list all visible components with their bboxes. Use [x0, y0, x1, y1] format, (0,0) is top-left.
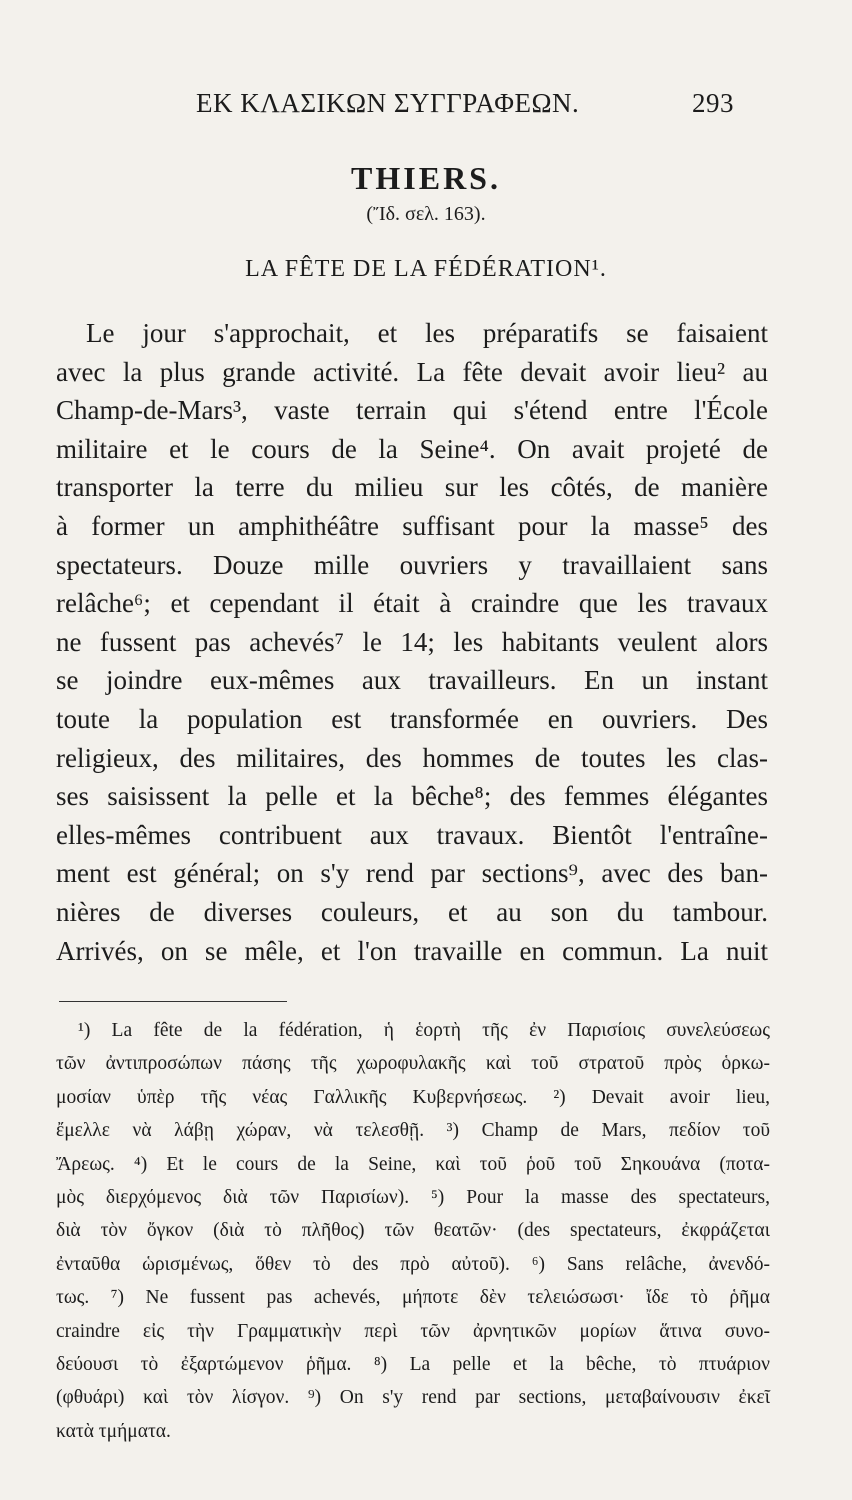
- footnote-rule: [59, 1001, 287, 1002]
- body-line: ses saisissent la pelle et la bêche⁸; des femmes élégantes: [56, 781, 768, 812]
- body-line: spectateurs. Douze mille ouvriers y travaillaient sans: [56, 549, 768, 580]
- footnote-line: craindre εἰς τὴν Γραμματικὴν περὶ τῶν ἀρνητικῶν μορίων ἅτινα συνο-: [56, 1320, 770, 1342]
- footnote-line: ἐνταῦθα ὡρισμένως, ὅθεν τὸ des πρὸ αὐτοῦ). ⁶) Sans relâche, ἀνενδό-: [56, 1253, 770, 1275]
- footnote-line: μὸς διερχόμενος διὰ τῶν Παρισίων). ⁵) Pour la masse des spectateurs,: [56, 1186, 770, 1208]
- body-line: ment est général; on s'y rend par sections⁹, avec des ban-: [56, 858, 768, 889]
- footnote-line: ἔμελλε νὰ λάβῃ χώραν, νὰ τελεσθῇ. ³) Champ de Mars, πεδίον τοῦ: [56, 1120, 770, 1142]
- footnote-line: (φθυάρι) καὶ τὸν λίσγον. ⁹) On s'y rend par sections, μεταβαίνουσιν ἐκεῖ: [56, 1387, 770, 1409]
- footnote-line: τῶν ἀντιπροσώπων πάσης τῆς χωροφυλακῆς καὶ τοῦ στρατοῦ πρὸς ὁρκω-: [56, 1053, 770, 1075]
- author-heading: THIERS.: [351, 160, 501, 196]
- body-line: Le jour s'approchait, et les préparatifs se faisaient: [86, 318, 768, 348]
- body-line: militaire et le cours de la Seine⁴. On avait projeté de: [56, 433, 768, 464]
- footnote-line: διὰ τὸν ὄγκον (διὰ τὸ πλῆθος) τῶν θεατῶν· (des spectateurs, ἐκφράζεται: [56, 1220, 770, 1242]
- body-text: [56, 314, 768, 970]
- body-line: elles-mêmes contribuent aux travaux. Bientôt l'entraîne-: [56, 819, 768, 850]
- reference-note: (Ἴδ. σελ. 163).: [366, 203, 486, 225]
- body-line: Arrivés, on se mêle, et l'on travaille en commun. La nuit: [56, 935, 768, 966]
- piece-title: LA FÊTE DE LA FÉDÉRATION¹.: [245, 256, 607, 282]
- page-number: 293: [692, 88, 734, 118]
- running-head-title: ΕΚ ΚΛΑΣΙΚΩΝ ΣΥΓΓΡΑΦΕΩΝ.: [196, 88, 580, 118]
- body-line: toute la population est transformée en ouvriers. Des: [56, 703, 768, 734]
- body-line: se joindre eux-mêmes aux travailleurs. En un instant: [56, 665, 768, 696]
- body-line: nières de diverses couleurs, et au son du tambour.: [56, 896, 768, 927]
- footnote-line: Ἄρεως. ⁴) Et le cours de la Seine, καὶ τοῦ ῥοῦ τοῦ Σηκουάνα (ποτα-: [56, 1153, 770, 1175]
- footnote-line: δεύουσι τὸ ἐξαρτώμενον ῥῆμα. ⁸) La pelle et la bêche, τὸ πτυάριον: [56, 1353, 770, 1375]
- footnotes: [56, 1014, 770, 1448]
- footnote-line: ¹) La fête de la fédération, ἡ ἑορτὴ τῆς ἐν Παρισίοις συνελεύσεως: [78, 1020, 770, 1041]
- footnote-line: κατὰ τμήματα.: [56, 1420, 171, 1442]
- body-line: relâche⁶; et cependant il était à craindre que les travaux: [56, 588, 768, 619]
- body-line: religieux, des militaires, des hommes de toutes les clas-: [56, 742, 768, 773]
- body-line: Champ-de-Mars³, vaste terrain qui s'étend entre l'École: [56, 395, 768, 426]
- body-line: transporter la terre du milieu sur les côtés, de manière: [56, 472, 768, 503]
- body-line: ne fussent pas achevés⁷ le 14; les habitants veulent alors: [56, 626, 768, 657]
- footnote-line: τως. ⁷) Ne fussent pas achevés, μήποτε δὲν τελειώσωσι· ἴδε τὸ ῥῆμα: [56, 1287, 770, 1309]
- body-line: à former un amphithéâtre suffisant pour la masse⁵ des: [56, 510, 768, 541]
- footnote-line: μοσίαν ὑπὲρ τῆς νέας Γαλλικῆς Κυβερνήσεως. ²) Devait avoir lieu,: [56, 1086, 770, 1108]
- body-line: avec la plus grande activité. La fête devait avoir lieu² au: [56, 356, 768, 387]
